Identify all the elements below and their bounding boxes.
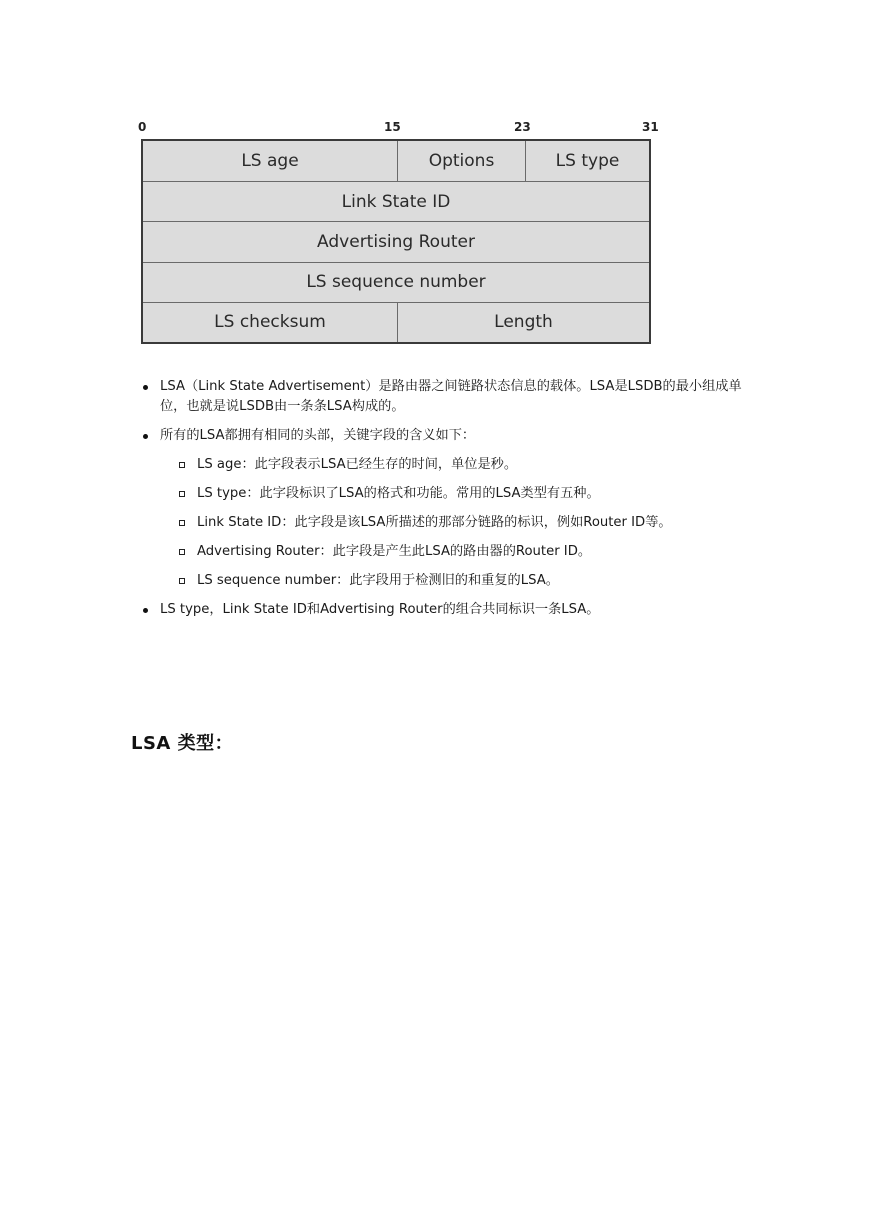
field-length: Length — [397, 303, 649, 342]
field-row — [143, 262, 649, 302]
field-link-state-id: Link State ID — [341, 191, 451, 212]
field-row — [143, 181, 649, 221]
lsa-header-diagram — [137, 118, 661, 333]
field-ls-age: LS age — [241, 151, 299, 172]
bit-label-23: 23 — [514, 120, 531, 134]
bit-label-0: 0 — [138, 120, 147, 134]
field-options: Options — [397, 141, 525, 181]
list-item: LS type，Link State ID和Advertising Router的组合共同标识一条LSA。 — [142, 600, 742, 620]
lsa-header-fields — [141, 139, 651, 344]
field-row — [143, 141, 649, 181]
field-ls-checksum: LS checksum — [214, 312, 326, 333]
field-row — [143, 302, 649, 342]
lsa-notes-list — [142, 377, 742, 629]
sub-list-item: Advertising Router：此字段是产生此LSA的路由器的Router ID。 — [179, 542, 742, 562]
sub-list-item: Link State ID：此字段是该LSA所描述的那部分链路的标识，例如Router ID等。 — [179, 513, 742, 533]
field-ls-sequence-number: LS sequence number — [306, 272, 486, 293]
list-item — [142, 426, 742, 591]
sub-list-item: LS sequence number：此字段用于检测旧的和重复的LSA。 — [179, 571, 742, 591]
field-advertising-router: Advertising Router — [317, 231, 475, 252]
field-ls-type: LS type — [525, 141, 649, 181]
list-item: LSA（Link State Advertisement）是路由器之间链路状态信息的载体。LSA是LSDB的最小组成单位，也就是说LSDB由一条条LSA构成的。 — [142, 377, 742, 417]
sub-list-item: LS age：此字段表示LSA已经生存的时间，单位是秒。 — [179, 455, 742, 475]
bit-ruler — [137, 118, 661, 138]
bit-label-31: 31 — [642, 120, 659, 134]
sub-list-item: LS type：此字段标识了LSA的格式和功能。常用的LSA类型有五种。 — [179, 484, 742, 504]
sub-list — [179, 455, 742, 591]
field-row — [143, 221, 649, 261]
bit-label-15: 15 — [384, 120, 401, 134]
section-heading: LSA 类型： — [131, 733, 234, 754]
list-item-text: 所有的LSA都拥有相同的头部，关键字段的含义如下： — [160, 428, 476, 443]
